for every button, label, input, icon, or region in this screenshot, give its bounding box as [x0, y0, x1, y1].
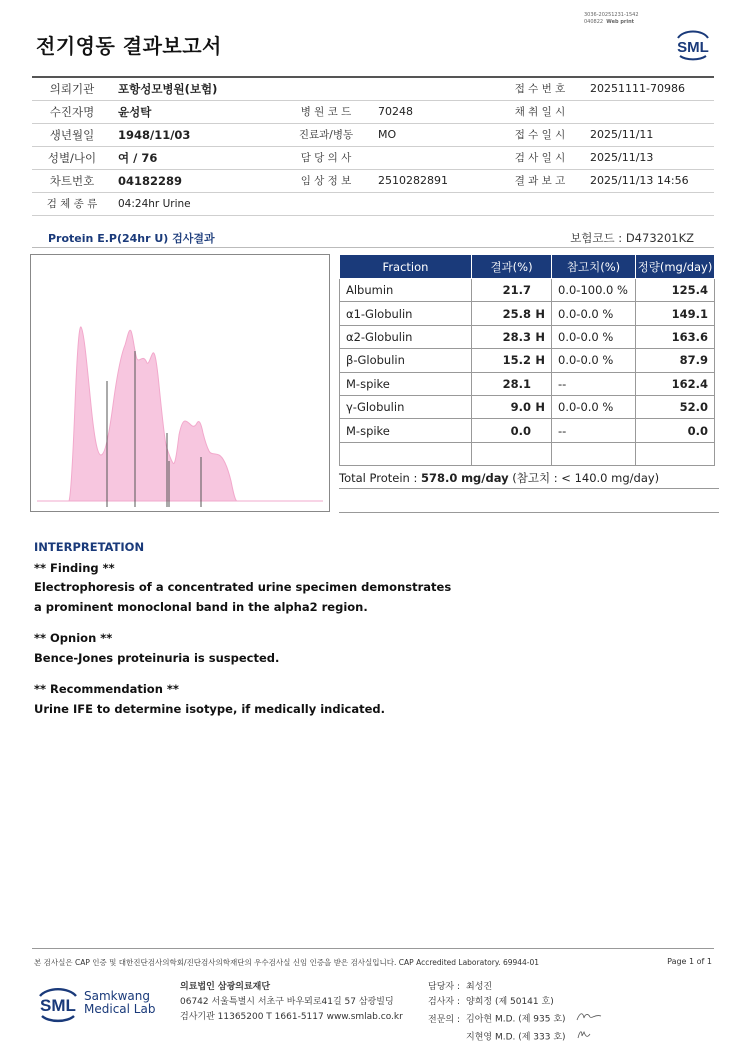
signature-icon	[576, 1028, 596, 1046]
info-value	[584, 100, 714, 123]
col-header-result: 결과(%)	[472, 255, 552, 279]
info-label: 검 사 일 시	[496, 146, 584, 169]
fraction-name: γ-Globulin	[340, 395, 472, 418]
fraction-name: β-Globulin	[340, 349, 472, 372]
info-value: 여 / 76	[112, 146, 280, 169]
company-address	[180, 980, 403, 1025]
info-row	[32, 169, 714, 192]
fraction-name	[340, 442, 472, 465]
result-value	[472, 349, 552, 372]
col-header-fraction: Fraction	[340, 255, 472, 279]
interpretation-heading: INTERPRETATION	[34, 540, 145, 554]
section-divider	[32, 247, 714, 248]
info-value: 포항성모병원(보험)	[112, 77, 280, 100]
reference-range: --	[552, 419, 636, 442]
staff-name: 김아현 M.D. (제 935 호)	[466, 1014, 566, 1025]
logo-text: SML	[677, 39, 709, 56]
result-value	[472, 419, 552, 442]
result-value	[472, 442, 552, 465]
quantity-value	[636, 442, 715, 465]
high-flag: H	[535, 329, 545, 344]
reference-range: 0.0-0.0 %	[552, 302, 636, 325]
quantity-value: 125.4	[636, 279, 715, 302]
staff-name: 최성진	[466, 982, 493, 992]
total-protein-ref: (참고치 : < 140.0 mg/day)	[512, 471, 660, 485]
sml-logo-icon	[674, 28, 712, 66]
info-value	[372, 77, 496, 100]
result-value	[472, 372, 552, 395]
staff-row	[428, 995, 602, 1010]
staff-name: 지현영 M.D. (제 333 호)	[466, 1032, 566, 1043]
info-value: 04182289	[112, 169, 280, 192]
total-protein	[339, 470, 719, 486]
results-row	[340, 372, 715, 395]
fraction-name: Albumin	[340, 279, 472, 302]
staff-name: 양희정 (제 50141 호)	[466, 997, 554, 1007]
section-title: Protein E.P(24hr U) 검사결과	[48, 232, 215, 245]
reference-range: 0.0-0.0 %	[552, 325, 636, 348]
page-number: Page 1 of 1	[667, 957, 712, 966]
finding-text: a prominent monoclonal band in the alpha2 region.	[34, 599, 368, 614]
high-flag: H	[535, 400, 545, 415]
col-header-qty: 정량(mg/day)	[636, 255, 715, 279]
col-header-ref: 참고치(%)	[552, 255, 636, 279]
company-logo-icon	[36, 982, 80, 1030]
info-label: 접 수 번 호	[496, 77, 584, 100]
info-value: 윤성탁	[112, 100, 280, 123]
print-code-line1: 3036-20251231-1542	[584, 12, 639, 18]
info-label	[280, 77, 372, 100]
info-label: 병 원 코 드	[280, 100, 372, 123]
electropherogram-curve	[37, 327, 323, 501]
total-protein-label: Total Protein :	[339, 471, 418, 485]
result-number: 9.0	[510, 400, 531, 415]
results-header-row	[340, 255, 715, 279]
high-flag: H	[535, 306, 545, 321]
info-value: 1948/11/03	[112, 123, 280, 146]
quantity-value: 52.0	[636, 395, 715, 418]
accreditation-notice: 본 검사실은 CAP 인증 및 대한진단검사의학회/진단검사의학재단의 우수검사실 신임 인증을 받은 검사실입니다. CAP Accredited Laboratory. 69944-01	[34, 958, 540, 967]
total-protein-unit: mg/day	[461, 471, 509, 485]
total-protein-value: 578.0	[421, 471, 458, 485]
result-number: 28.3	[502, 329, 531, 344]
specimen-value: 04:24hr Urine	[112, 192, 714, 215]
info-value: 20251111-70986	[584, 77, 714, 100]
info-label: 담 당 의 사	[280, 146, 372, 169]
quantity-value: 162.4	[636, 372, 715, 395]
recommendation-text: Urine IFE to determine isotype, if medically indicated.	[34, 701, 385, 716]
staff-list	[428, 980, 602, 1046]
result-value	[472, 395, 552, 418]
insurance-code: 보험코드 : D473201KZ	[570, 231, 694, 245]
results-row	[340, 325, 715, 348]
fraction-name: M-spike	[340, 372, 472, 395]
print-code	[584, 12, 664, 26]
reference-range: 0.0-0.0 %	[552, 349, 636, 372]
info-label: 접 수 일 시	[496, 123, 584, 146]
staff-row	[428, 1028, 602, 1046]
info-label: 수진자명	[32, 100, 112, 123]
signature-icon	[576, 1010, 602, 1028]
staff-role: 담당자 :	[428, 982, 460, 992]
result-value	[472, 279, 552, 302]
company-name-line2: Medical Lab	[84, 1002, 156, 1016]
info-row	[32, 77, 714, 100]
result-number: 28.1	[502, 376, 531, 391]
fraction-name: α1-Globulin	[340, 302, 472, 325]
info-label: 진료과/병동	[280, 123, 372, 146]
reference-range: 0.0-0.0 %	[552, 395, 636, 418]
opinion-heading: ** Opnion **	[34, 631, 113, 645]
print-code-line2	[584, 19, 664, 26]
results-table	[339, 254, 715, 466]
page-title: 전기영동 결과보고서	[36, 34, 222, 58]
finding-text: Electrophoresis of a concentrated urine specimen demonstrates	[34, 580, 452, 594]
info-value: 70248	[372, 100, 496, 123]
info-value: 2025/11/11	[584, 123, 714, 146]
reference-range: 0.0-100.0 %	[552, 279, 636, 302]
divider	[339, 488, 719, 489]
quantity-value: 0.0	[636, 419, 715, 442]
results-row	[340, 302, 715, 325]
quantity-value: 163.6	[636, 325, 715, 348]
contact-line: 검사기관 11365200 T 1661-5117 www.smlab.co.kr	[180, 1012, 403, 1022]
opinion-text: Bence-Jones proteinuria is suspected.	[34, 650, 280, 665]
info-label: 결 과 보 고	[496, 169, 584, 192]
print-code-number: 040822	[584, 19, 604, 25]
address-line: 06742 서울특별시 서초구 바우뫼로41길 57 삼광빌딩	[180, 997, 394, 1007]
info-row	[32, 100, 714, 123]
result-value	[472, 325, 552, 348]
specimen-label: 검 체 종 류	[32, 192, 112, 215]
reference-range	[552, 442, 636, 465]
results-row	[340, 442, 715, 465]
patient-info-table	[32, 76, 714, 216]
result-number: 21.7	[502, 283, 531, 298]
divider	[339, 512, 719, 513]
high-flag: H	[535, 353, 545, 368]
org-name: 의료법인 삼광의료재단	[180, 982, 271, 992]
company-name	[84, 990, 155, 1016]
interpretation-section	[34, 538, 594, 719]
info-value: 2025/11/13	[584, 146, 714, 169]
result-value	[472, 302, 552, 325]
info-label: 성별/나이	[32, 146, 112, 169]
info-label: 임 상 정 보	[280, 169, 372, 192]
staff-role: 검사자 :	[428, 997, 460, 1007]
quantity-value: 149.1	[636, 302, 715, 325]
info-row	[32, 123, 714, 146]
footer-divider	[32, 948, 714, 949]
web-print-label: Web print	[606, 19, 635, 25]
info-row	[32, 146, 714, 169]
fraction-name: α2-Globulin	[340, 325, 472, 348]
info-value: MO	[372, 123, 496, 146]
info-row	[32, 192, 714, 215]
electrophoresis-graph	[30, 254, 330, 512]
company-name-line1: Samkwang	[84, 989, 150, 1003]
staff-role: 전문의 :	[428, 1014, 460, 1025]
results-row	[340, 395, 715, 418]
result-number: 25.8	[502, 306, 531, 321]
recommendation-heading: ** Recommendation **	[34, 682, 179, 696]
info-value: 2025/11/13 14:56	[584, 169, 714, 192]
staff-row	[428, 980, 602, 995]
info-label: 의뢰기관	[32, 77, 112, 100]
results-row	[340, 279, 715, 302]
fraction-name: M-spike	[340, 419, 472, 442]
info-label: 채 취 일 시	[496, 100, 584, 123]
quantity-value: 87.9	[636, 349, 715, 372]
info-value	[372, 146, 496, 169]
result-number: 15.2	[502, 353, 531, 368]
staff-row	[428, 1010, 602, 1028]
finding-heading: ** Finding **	[34, 560, 115, 575]
svg-text:SML: SML	[40, 996, 76, 1015]
result-number: 0.0	[510, 423, 531, 438]
info-label: 차트번호	[32, 169, 112, 192]
info-value: 2510282891	[372, 169, 496, 192]
results-row	[340, 349, 715, 372]
reference-range: --	[552, 372, 636, 395]
info-label: 생년월일	[32, 123, 112, 146]
results-row	[340, 419, 715, 442]
